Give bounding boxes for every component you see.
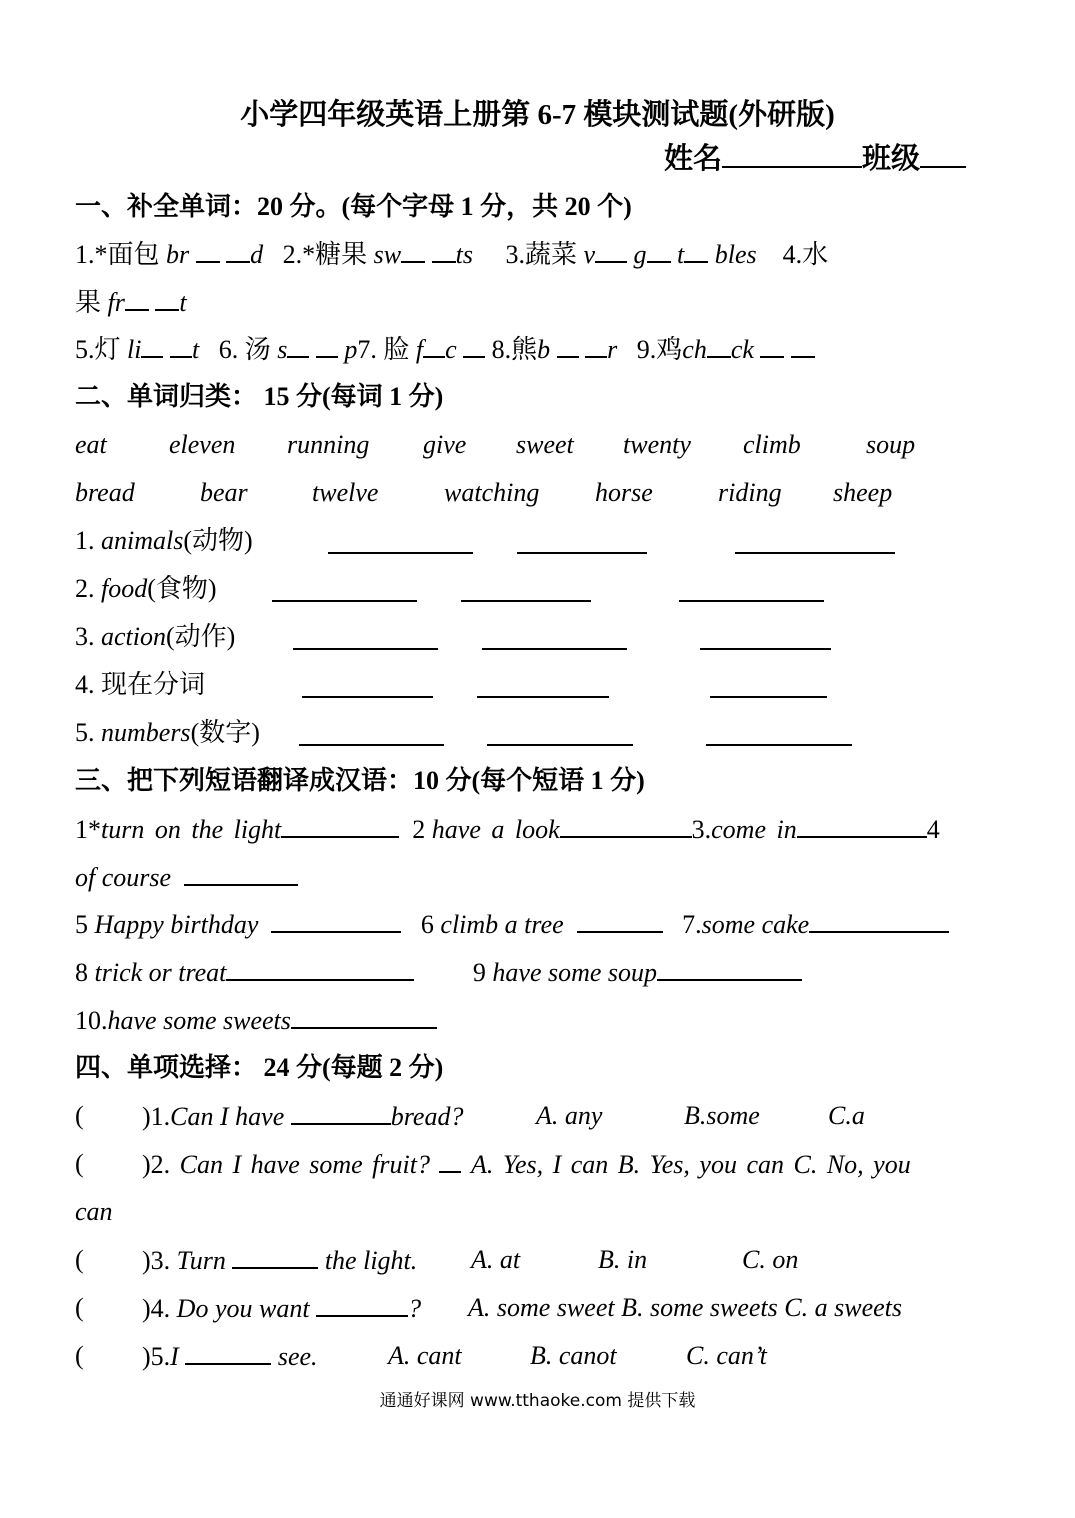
answer-blank[interactable] — [577, 909, 663, 933]
question-2-continued: can — [75, 1197, 113, 1226]
letter-blank[interactable] — [401, 239, 425, 263]
answer-blank[interactable] — [302, 674, 433, 698]
answer-blank[interactable] — [797, 814, 927, 838]
answer-blank[interactable] — [461, 578, 591, 602]
letter-blank[interactable] — [432, 239, 456, 263]
answer-blank[interactable] — [291, 1101, 391, 1125]
word: climb — [743, 430, 801, 459]
letter-blank[interactable] — [155, 287, 179, 311]
letter-blank[interactable] — [287, 334, 309, 358]
word: eleven — [169, 430, 236, 459]
word: running — [287, 430, 370, 459]
phrase-line-2: of course — [75, 862, 298, 893]
word: sheep — [833, 478, 893, 507]
answer-blank[interactable] — [517, 530, 647, 554]
word: sweet — [516, 430, 574, 459]
option-a[interactable]: A. at — [471, 1245, 521, 1274]
name-blank[interactable] — [722, 144, 862, 168]
letter-blank[interactable] — [170, 334, 192, 358]
answer-blank[interactable] — [328, 530, 473, 554]
answer-blank[interactable] — [809, 909, 949, 933]
answer-blank[interactable] — [735, 530, 895, 554]
letter-blank[interactable] — [647, 239, 671, 263]
word: soup — [866, 430, 916, 459]
option-c[interactable]: C.a — [828, 1101, 865, 1130]
letter-blank[interactable] — [684, 239, 708, 263]
answer-blank[interactable] — [232, 1245, 318, 1269]
word: give — [423, 430, 467, 459]
answer-blank[interactable] — [657, 957, 802, 981]
word: twenty — [623, 430, 691, 459]
answer-blank[interactable] — [291, 1005, 437, 1029]
word: watching — [444, 478, 540, 507]
option-a[interactable]: A. any — [536, 1101, 603, 1130]
letter-blank[interactable] — [125, 287, 149, 311]
answer-blank[interactable] — [185, 1341, 271, 1365]
answer-blank[interactable] — [281, 814, 399, 838]
answer-blank[interactable] — [700, 626, 831, 650]
answer-blank[interactable] — [679, 578, 824, 602]
sec1-line-2: 果 fr t — [75, 288, 187, 317]
category-action: 3. action(动作) — [75, 622, 1001, 652]
letter-blank[interactable] — [316, 334, 338, 358]
option-b[interactable]: B.some — [684, 1101, 760, 1130]
answer-blank[interactable] — [316, 1293, 408, 1317]
phrase-line-1: 1*turn on the light 2 have a look 3.come in 4 — [75, 815, 940, 844]
letter-blank[interactable] — [585, 334, 607, 358]
letter-blank[interactable] — [595, 239, 627, 263]
option-c[interactable]: C. can’t — [686, 1341, 767, 1370]
letter-blank[interactable] — [791, 334, 815, 358]
answer-blank[interactable] — [477, 674, 609, 698]
word: horse — [595, 478, 653, 507]
name-label: 姓名 — [664, 143, 723, 175]
answer-blank[interactable] — [293, 626, 438, 650]
category-animals: 1. animals(动物) — [75, 526, 1001, 556]
word: twelve — [312, 478, 379, 507]
letter-blank[interactable] — [141, 334, 163, 358]
class-blank[interactable] — [920, 144, 966, 168]
sec1-line-3: 5.灯 li t 6. 汤 s p7. 脸 f c 8.熊b r 9.鸡ch ck — [75, 334, 815, 365]
category-numbers: 5. numbers(数字) — [75, 718, 1001, 748]
letter-blank[interactable] — [463, 334, 485, 358]
section-3-heading: 三、把下列短语翻译成汉语：10 分(每个短语 1 分) — [75, 766, 645, 795]
letter-blank[interactable] — [423, 334, 445, 358]
letter-blank[interactable] — [226, 239, 250, 263]
word: riding — [718, 478, 782, 507]
phrase-line-4: 8 trick or treat 9 have some soup — [75, 957, 802, 988]
phrase-line-5: 10.have some sweets — [75, 1005, 437, 1036]
answer-blank[interactable] — [299, 722, 444, 746]
phrase-line-3: 5 Happy birthday 6 climb a tree 7.some cake — [75, 909, 949, 940]
answer-blank[interactable] — [439, 1149, 461, 1173]
word: bread — [75, 478, 135, 507]
answer-blank[interactable] — [226, 957, 414, 981]
letter-blank[interactable] — [196, 239, 220, 263]
letter-blank[interactable] — [760, 334, 784, 358]
word: eat — [75, 430, 107, 459]
class-label: 班级 — [862, 143, 921, 175]
answer-blank[interactable] — [706, 722, 852, 746]
page-footer: 通通好课网 www.tthaoke.com 提供下载 — [379, 1391, 696, 1411]
options[interactable]: A. some sweet B. some sweets C. a sweets — [468, 1293, 903, 1322]
option-c[interactable]: C. on — [742, 1245, 799, 1274]
name-class-line — [664, 142, 966, 176]
section-4-heading: 四、单项选择： 24 分(每题 2 分) — [75, 1053, 444, 1082]
category-present-participle: 4. 现在分词 — [75, 670, 1001, 700]
option-a[interactable]: A. cant — [388, 1341, 462, 1370]
letter-blank[interactable] — [557, 334, 579, 358]
answer-blank[interactable] — [487, 722, 633, 746]
page-title: 小学四年级英语上册第 6-7 模块测试题(外研版) — [240, 99, 835, 131]
sec1-line-1: 1.*面包 br d 2.*糖果 sw ts 3.蔬菜 v g t bles 4.水 — [75, 240, 829, 269]
option-b[interactable]: B. in — [598, 1245, 648, 1274]
answer-blank[interactable] — [271, 909, 401, 933]
word: bear — [200, 478, 248, 507]
section-2-heading: 二、单词归类： 15 分(每词 1 分) — [75, 382, 444, 411]
worksheet-page: 小学四年级英语上册第 6-7 模块测试题(外研版) 姓名 班级 一、补全单词：20 分。(每个字母 1 分，共 20 个) 1.*面包 br d 2.*糖果 sw ts 3.蔬菜 v g t bles 4.水 果 fr t 5.灯 li t 6. 汤 s p7. 脸 f c 8.熊b r 9.鸡ch ck 二、单词归类： 15 分(每词 1 分) eat eleven running give sweet twenty climb soup bread bear twelve watching horse riding sheep 1. animals(动物) 2. food(食物) 3. action(动作) 4. 现在分词 5. numbers(数字) 三、把下列短语翻译成汉语：10 分(每个短语 1 分) 1*turn on the light 2 have a look 3.come in 4 of course 5 Happy birthday 6 climb a tree 7.some cake 8 trick or treat 9 have some soup 10.have some sweets 四、单项选择： 24 分(每题 2 分) ( )1.Can I have bread? A. any B.some C.a ( )2. Can I have some fruit? A. Yes, I can B. Yes, you can C. No, you can ( )3. Turn the light. A. at B. in C. on ( )4. Do you want ? A. some sweet B. some sweets C. a sweets ( )5.I see. A. cant B. canot C. can’t 通通好课网 www.tthaoke.com 提供下载 — [0, 0, 1075, 1518]
answer-blank[interactable] — [710, 674, 827, 698]
answer-blank[interactable] — [482, 626, 627, 650]
letter-blank[interactable] — [707, 334, 731, 358]
section-1-heading: 一、补全单词：20 分。(每个字母 1 分，共 20 个) — [75, 192, 632, 221]
option-b[interactable]: B. canot — [530, 1341, 617, 1370]
answer-blank[interactable] — [272, 578, 417, 602]
answer-blank[interactable] — [184, 862, 298, 886]
answer-blank[interactable] — [560, 814, 692, 838]
category-food: 2. food(食物) — [75, 574, 1001, 604]
